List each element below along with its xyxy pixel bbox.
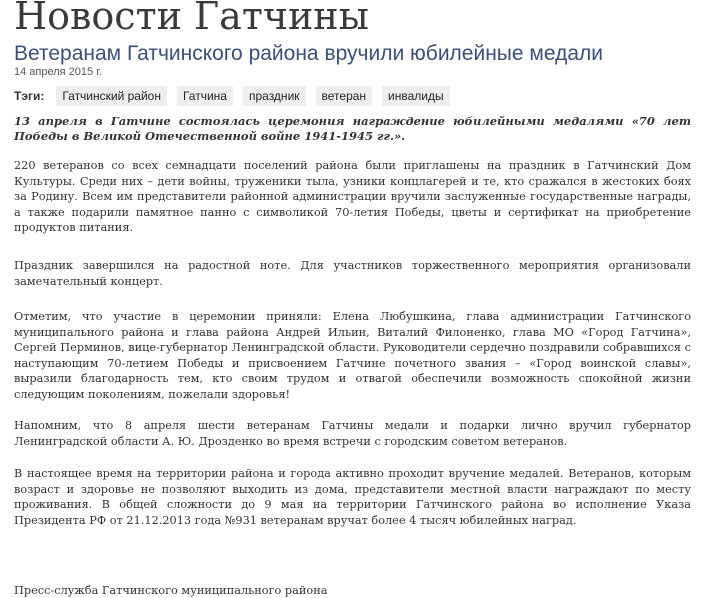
article-paragraph: Праздник завершился на радостной ноте. Для участников торжественного мероприятия организовали замечательный концерт. — [14, 259, 691, 288]
article-date: 14 апреля 2015 г. — [14, 66, 102, 78]
tag-holiday[interactable]: праздник — [243, 86, 306, 106]
article-paragraph: 220 ветеранов со всех семнадцати поселений района были приглашены на праздник в Гатчинский Дом Культуры. Среди них – дети войны, труженики тыла, узники концлагерей и те, кто сражался в жестоких боях за Родину. Всем им представители районной администрации вручили заслуженные государственные награды, а также подарили памятное панно с символикой 70-летия Победы, цветы и сертификат на приобретение продуктов питания. — [14, 159, 691, 235]
tags-label: Тэги: — [14, 89, 45, 103]
tag-list — [14, 86, 460, 106]
tag-disabled[interactable]: инвалиды — [382, 86, 450, 106]
tag-gatchina[interactable]: Гатчина — [177, 86, 233, 106]
article-paragraph: Отметим, что участие в церемонии приняли: Елена Любушкина, глава администрации Гатчинского муниципального района и глава района Андрей Ильин, Виталий Филоненко, глава МО «Город Гатчина», Сергей Перминов, вице-губернатор Ленинградской области. Руководители сердечно поздравили собравшихся с наступающим 70-летием Победы и присвоением Гатчине почетного звания – «Город воинской славы», выразили благодарность тем, кто своим трудом и отвагой обеспечили возможность спокойной жизни следующим поколениям, пожелали здоровья! — [14, 310, 691, 401]
tag-veteran[interactable]: ветеран — [316, 86, 373, 106]
article-signature: Пресс-служба Гатчинского муниципального района — [14, 584, 328, 597]
article-title: Ветеранам Гатчинского района вручили юбилейные медали — [14, 42, 603, 65]
tag-gatchinsky-district[interactable]: Гатчинский район — [56, 86, 167, 106]
article-paragraph: В настоящее время на территории района и города активно проходит вручение медалей. Ветеранов, которым возраст и здоровье не позволяют выходить из дома, представители местной власти награждают по месту проживания. В общей сложности до 9 мая на территории Гатчинского района во исполнение Указа Президента РФ от 21.12.2013 года №931 ветеранам вручат более 4 тысяч юбилейных наград. — [14, 467, 691, 527]
article-paragraph: Напомним, что 8 апреля шести ветеранам Гатчины медали и подарки лично вручил губернатор Ленинградской области А. Ю. Дрозденко во время встречи с городским советом ветеранов. — [14, 419, 691, 448]
article-lead: 13 апреля в Гатчине состоялась церемония награждение юбилейными медалями «70 лет Победы в Великой Отечественной войне 1941-1945 гг.». — [14, 114, 691, 143]
site-title: Новости Гатчины — [14, 0, 369, 38]
